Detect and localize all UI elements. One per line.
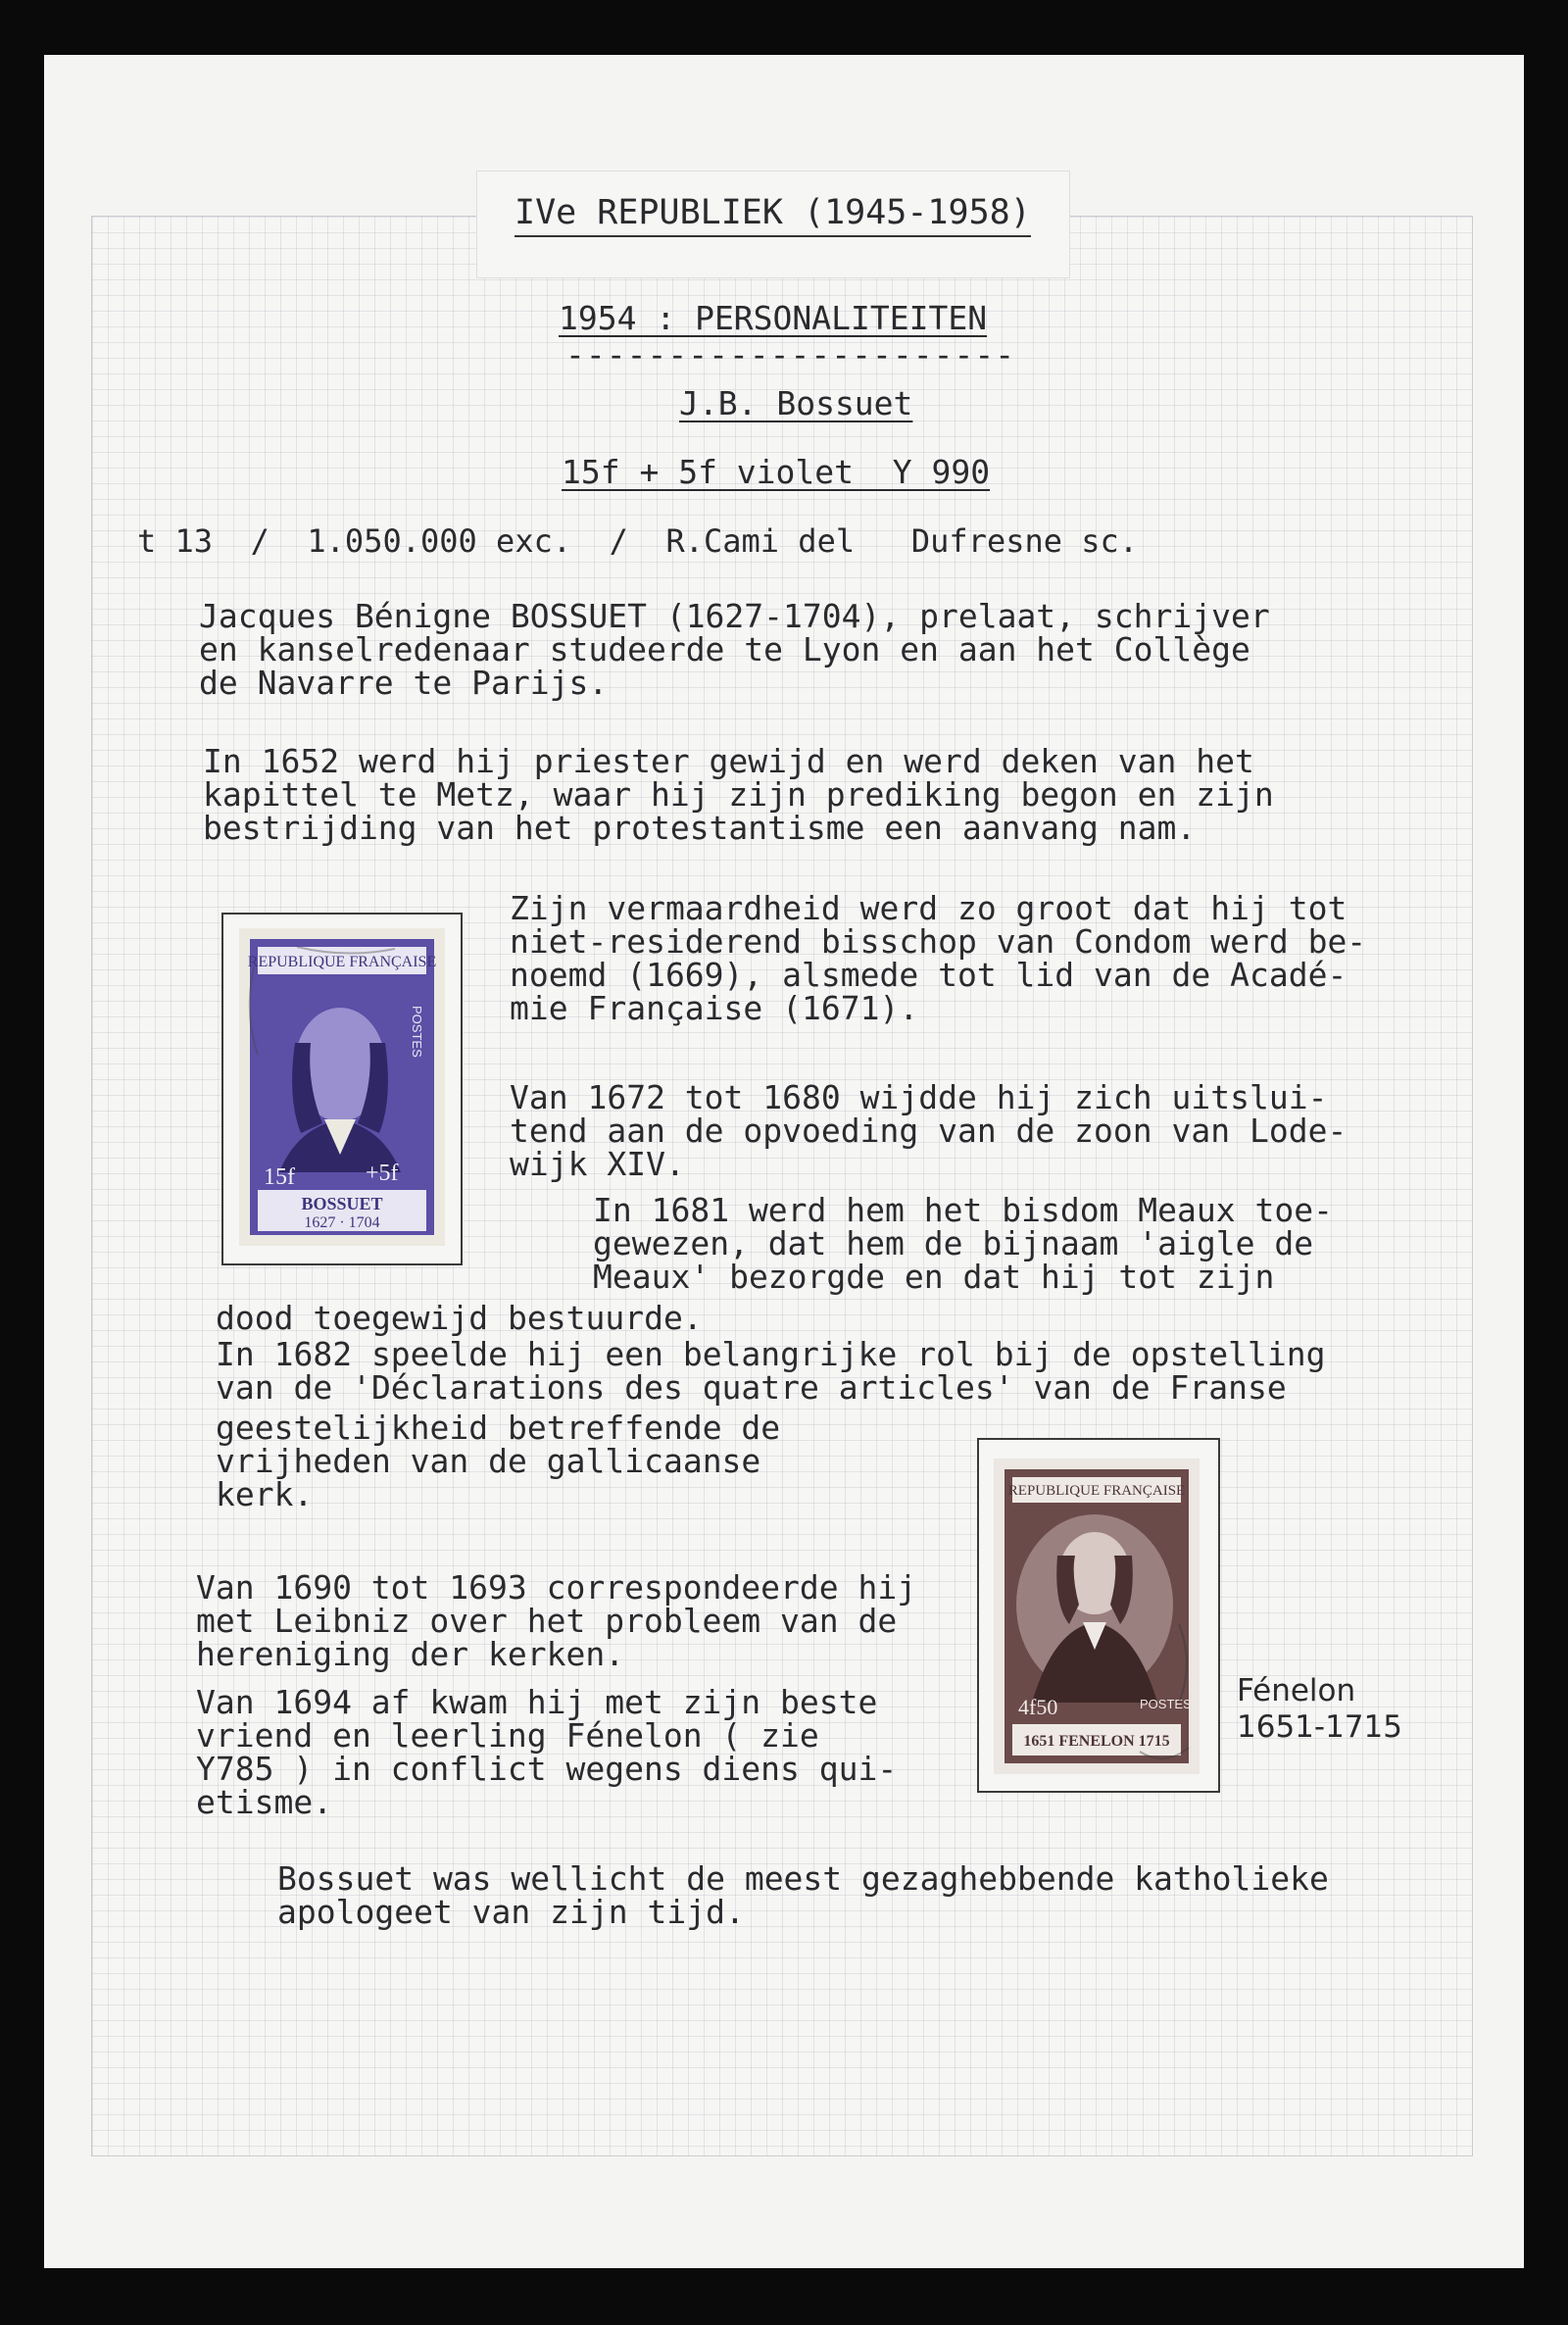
paragraph-education: Van 1672 tot 1680 wijdde hij zich uitslui- tend aan de opvoeding van de zoon van Lode- wijk XIV. bbox=[510, 1078, 1348, 1183]
paragraph-declarations: In 1682 speelde hij een belangrijke rol bij de opstelling van de 'Déclarations des quatre articles' van de Franse bbox=[216, 1335, 1326, 1407]
bossuet-value-left: 15f bbox=[264, 1164, 295, 1190]
paragraph-conclusion: Bossuet was wellicht de meest gezaghebbende katholieke apologeet van zijn tijd. bbox=[277, 1859, 1329, 1931]
issue-info-line: t 13 / 1.050.000 exc. / R.Cami del Dufresne sc. bbox=[137, 522, 1139, 560]
paragraph-condom: Zijn vermaardheid werd zo groot dat hij tot niet-residerend bisschop van Condom werd be- noemd (1669), alsmede tot lid van de Acadé- mie Française (1671). bbox=[510, 889, 1367, 1027]
bossuet-country-text: REPUBLIQUE FRANÇAISE bbox=[247, 954, 437, 970]
fenelon-stamp bbox=[993, 1458, 1200, 1775]
paragraph-leibniz: Van 1690 tot 1693 correspondeerde hij met Leibniz over het probleem van de hereniging der kerken. bbox=[196, 1568, 917, 1673]
paragraph-fenelon: Van 1694 af kwam hij met zijn beste vriend en leerling Fénelon ( zie Y785 ) in conflict wegens diens qui- etisme. bbox=[196, 1683, 898, 1821]
bossuet-postes-text: POSTES bbox=[410, 1006, 424, 1058]
year-heading: 1954 : PERSONALITEITEN bbox=[559, 299, 988, 337]
paragraph-declarations-cont: geestelijkheid betreffende de vrijheden van de gallicaanse kerk. bbox=[216, 1409, 781, 1513]
person-heading: J.B. Bossuet bbox=[679, 384, 913, 422]
paragraph-biography: Jacques Bénigne BOSSUET (1627-1704), prelaat, schrijver en kanselredenaar studeerde te Lyon en aan het Collège de Navarre te Parijs. bbox=[199, 597, 1270, 702]
bossuet-name-text: BOSSUET bbox=[301, 1194, 383, 1213]
page-title: IVe REPUBLIEK (1945-1958) bbox=[514, 196, 1031, 237]
bossuet-stamp bbox=[238, 927, 446, 1247]
bossuet-value-right: +5f bbox=[366, 1161, 399, 1186]
fenelon-caption-dates: 1651-1715 bbox=[1237, 1709, 1402, 1745]
stamp-value-heading: 15f + 5f violet Y 990 bbox=[562, 453, 991, 491]
fenelon-postes-text: POSTES bbox=[1140, 1697, 1192, 1711]
heading-divider: ---------------------- bbox=[565, 335, 1016, 373]
fenelon-country-text: REPUBLIQUE FRANÇAISE bbox=[1007, 1483, 1186, 1499]
paragraph-meaux-tail: dood toegewijd bestuurde. bbox=[216, 1299, 703, 1337]
paragraph-meaux: In 1681 werd hem het bisdom Meaux toe- gewezen, dat hem de bijnaam 'aigle de Meaux' bezorgde en dat hij tot zijn bbox=[593, 1191, 1333, 1296]
fenelon-caption-name: Fénelon bbox=[1237, 1673, 1356, 1708]
bossuet-dates-text: 1627 · 1704 bbox=[304, 1214, 380, 1231]
fenelon-name-text: 1651 FENELON 1715 bbox=[1023, 1733, 1170, 1750]
paragraph-priesthood: In 1652 werd hij priester gewijd en werd deken van het kapittel te Metz, waar hij zijn prediking begon en zijn bestrijding van het protestantisme een aanvang nam. bbox=[203, 742, 1274, 847]
fenelon-value-text: 4f50 bbox=[1018, 1695, 1058, 1719]
